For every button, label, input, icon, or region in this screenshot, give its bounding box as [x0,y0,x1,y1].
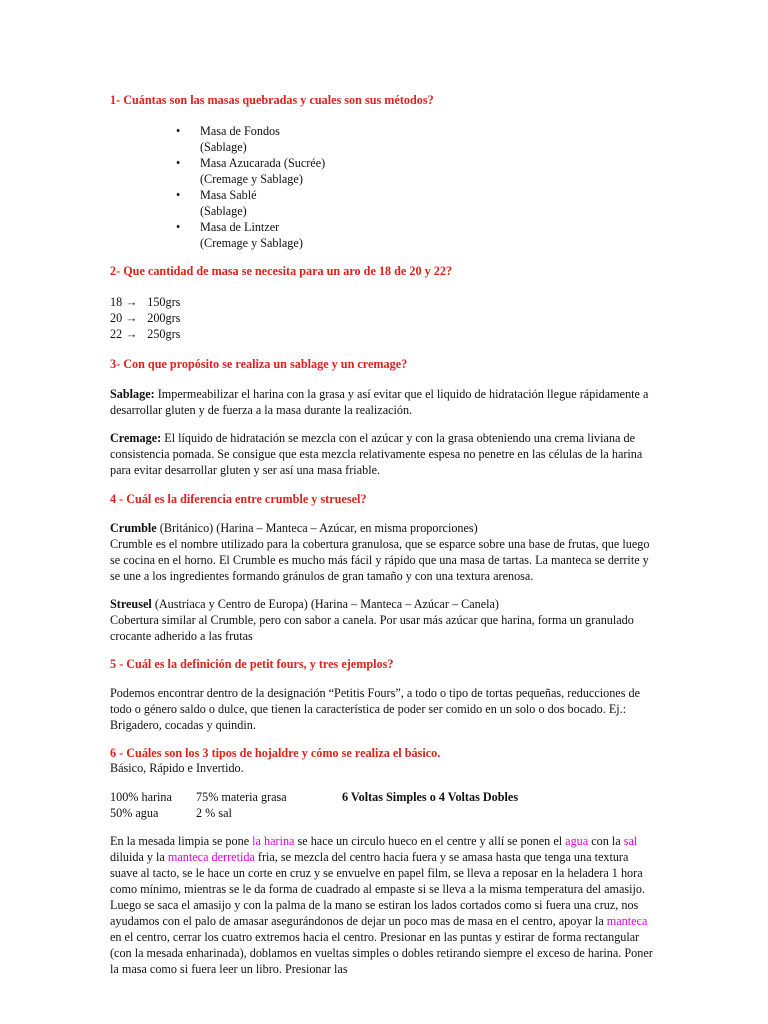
question-3: 3- Con que propósito se realiza un sablage y un cremage? [110,357,408,371]
table-row: 100% harina 75% materia grasa 6 Voltas Simples o 4 Voltas Dobles [110,790,519,804]
method-paragraph: En la mesada limpia se pone la harina se hace un circulo hueco en el centre y allí se ponen el agua con la sal diluida y la manteca derretida fria, se mezcla del centro hacia fuera y se amasa hasta que tenga una textura suave al tacto, se le hace un corte en cruz y se envuelve en papel film, se lleva a reposar en la heladera 1 hora como mínimo, mientras se le da forma de cuadrado al empaste si se lleva a la misma temperatura del amasijo. Luego se saca el amasijo y con la palma de la mano se estiran los lados cortados como si fuera una cruz, nos ayudamos con el palo de amasar asegurándonos de dejar un poco mas de masa en el centro, apoyar la manteca en el centro, cerrar los cuatro extremos hacia el centro. Presionar en las puntas y estirar de forma rectangular (con la mesada enharinada), doblamos en vueltas simples o dobles retirando siempre el exceso de harina. Poner la masa como si fuera leer un libro. Presionar las [110,834,653,976]
size-row: 18 → 150grs [110,295,181,309]
size-row: 20 → 200grs [110,311,181,325]
list-item: • Masa de Fondos (Sablage) [176,123,476,155]
size-row: 22 → 250grs [110,327,181,341]
list-item: • Masa Sablé (Sablage) [176,187,476,219]
question-1: 1- Cuántas son las masas quebradas y cuales son sus métodos? [110,93,434,107]
question-2: 2- Que cantidad de masa se necesita para un aro de 18 de 20 y 22? [110,264,453,278]
question-5: 5 - Cuál es la definición de petit fours, y tres ejemplos? [110,657,394,671]
list-item: • Masa de Lintzer (Cremage y Sablage) [176,219,476,251]
question-4: 4 - Cuál es la diferencia entre crumble y struesel? [110,492,367,506]
cremage-paragraph: Cremage: El líquido de hidratación se mezcla con el azúcar y con la grasa obteniendo una crema liviana de consistencia pomada. Se consigue que esta mezcla relativamente espesa no penetre en las células de la harina para evitar desarrollar gluten y ser así una masa friable. [110,431,643,477]
table-row: 50% agua 2 % sal [110,806,232,820]
masa-list [176,123,476,251]
hojaldre-ratio-table [110,789,518,821]
streusel-paragraph: Streusel (Austriaca y Centro de Europa) (Harina – Manteca – Azúcar – Canela) Cobertura similar al Crumble, pero con sabor a canela. Por usar más azúcar que harina, forma un granulado crocante adherido a las frutas [110,597,634,643]
question-6: 6 - Cuáles son los 3 tipos de hojaldre y cómo se realiza el básico. [110,746,441,760]
voltas-note: 6 Voltas Simples o 4 Voltas Dobles [342,790,519,804]
hojaldre-types: Básico, Rápido e Invertido. [110,761,244,775]
sablage-paragraph: Sablage: Impermeabilizar el harina con la grasa y así evitar que el liquido de hidratación llegue rápidamente a desarrollar gluten y de fuerza a la masa durante la realización. [110,387,649,417]
petit-fours-paragraph: Podemos encontrar dentro de la designación “Petitis Fours”, a todo o tipo de tortas pequeñas, reducciones de todo o género saldo o dulce, que tienen la característica de poder ser comido en un solo o dos bocado. Ej.: Brigadero, cocadas y quindin. [110,686,641,732]
crumble-paragraph: Crumble (Británico) (Harina – Manteca – Azúcar, en misma proporciones) Crumble es el nombre utilizado para la cobertura granulosa, que se esparce sobre una base de frutas, que luego se cocina en el horno. El Crumble es mucho más fácil y rápido que una masa de tartas. La manteca se derrite y se une a los ingredientes formando gránulos de gran tamaño y con una textura arenosa. [110,521,650,583]
list-item: • Masa Azucarada (Sucrée) (Cremage y Sablage) [176,155,476,187]
aro-sizes [110,294,658,342]
